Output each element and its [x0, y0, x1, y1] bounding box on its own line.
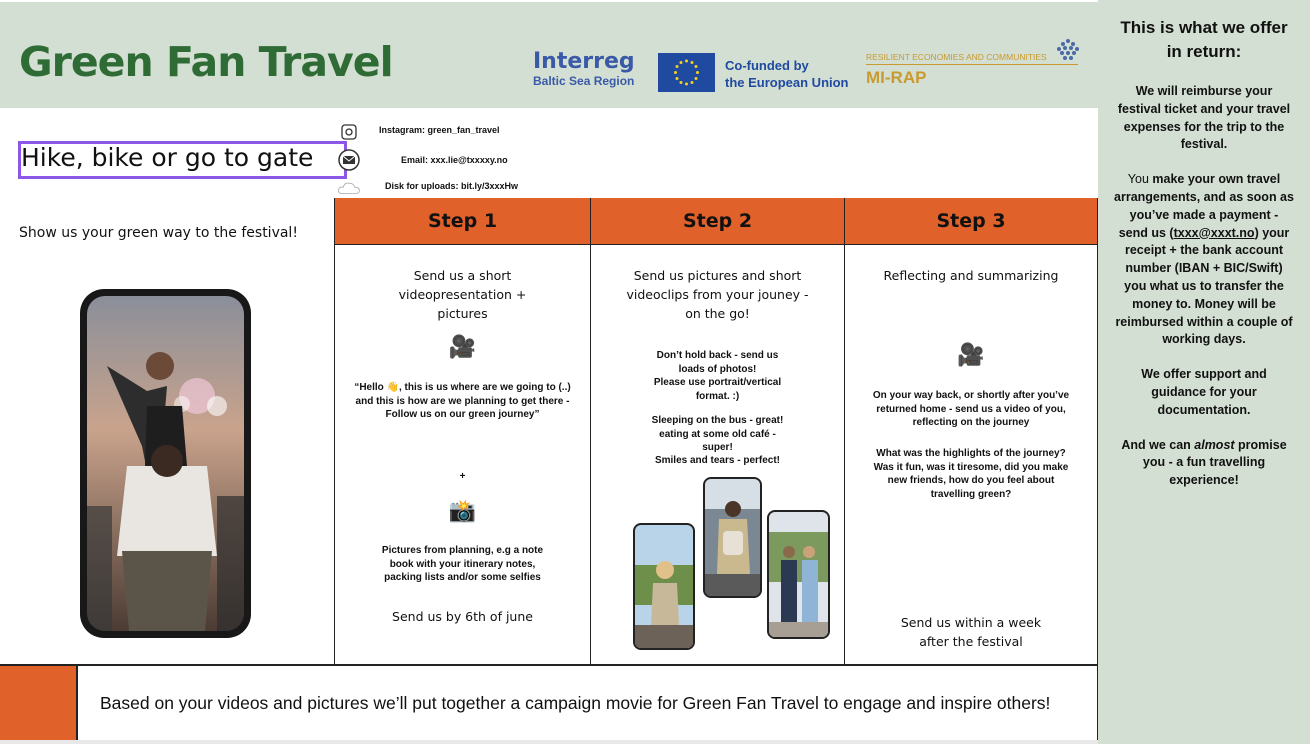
sidebar-p2-a: make your own travel arrangements, and as soon as you’ve made a payment - send us ( [1114, 172, 1294, 240]
footer-text: Based on your videos and pictures we’ll put together a campaign movie for Green Fan Travel to engage and inspire others! [100, 693, 1051, 713]
mirap-name: MI-RAP [866, 68, 927, 87]
camera-flash-icon: 📸 [448, 498, 477, 523]
steps-table [334, 198, 1098, 665]
sidebar-paragraph-1: We will reimburse your festival ticket and your travel expenses for the trip to the festival. [1117, 84, 1291, 152]
sidebar-paragraph-3: We offer support and guidance for your documentation. [1141, 367, 1267, 417]
step-3-header: Step 3 [845, 198, 1097, 245]
video-camera-icon: 🎥 [957, 342, 985, 367]
eu-cofunded-label [725, 57, 849, 91]
step-1-plus: + [459, 471, 466, 482]
step-2-tip-3: Sleeping on the bus - great! eating at some old café - super! [651, 415, 784, 454]
step-1-header: Step 1 [335, 198, 590, 245]
step-1-quote: “Hello 👋, this is us where are we going to (..) and this is how are we planning to get there - Follow us on our green journey” [354, 382, 571, 421]
section-title: Hike, bike or go to gate [21, 143, 314, 172]
clip-photo-3 [767, 510, 830, 639]
step-2-tip-4: Smiles and tears - perfect! [654, 455, 781, 466]
sidebar-email-link[interactable]: txxx@xxxt.no [1173, 225, 1255, 240]
email-address: Email: xxx.lie@txxxxy.no [401, 155, 508, 165]
eu-cofunded-line1: Co-funded by [725, 58, 809, 73]
sidebar-p4-a: And we can [1121, 437, 1195, 452]
header-banner [0, 2, 1098, 108]
instagram-handle: Instagram: green_fan_travel [379, 125, 500, 135]
mirap-divider [866, 64, 1078, 65]
step-1-intro: Send us a short videopresentation + pictures [398, 268, 527, 321]
step-2-intro: Send us pictures and short videoclips from your jouney - on the go! [626, 268, 809, 321]
footer-accent-block [0, 666, 76, 742]
sidebar-paragraph-4 [1114, 437, 1294, 490]
step-2-tip-1: Don’t hold back - send us loads of photos! [656, 350, 779, 375]
step-1-deadline: Send us by 6th of june [392, 609, 533, 624]
step-3-intro: Reflecting and summarizing [883, 268, 1059, 283]
step-2-tip-2: Please use portrait/vertical format. :) [653, 377, 782, 402]
interreg-logo-word: Interreg [533, 49, 635, 74]
section-subtitle: Show us your green way to the festival! [19, 225, 298, 241]
sidebar-p4-em: almost [1194, 437, 1235, 452]
bottom-strip [0, 740, 1098, 744]
step-3-ask-1: On your way back, or shortly after you’ve returned home - send us a video of you, reflecting on the journey [872, 390, 1070, 429]
festival-photo [87, 296, 244, 631]
step-3-column [844, 198, 1098, 665]
mirap-logo-icon [1055, 38, 1081, 62]
offer-sidebar [1098, 0, 1310, 744]
cloud-icon [337, 177, 361, 199]
email-icon [337, 149, 361, 171]
step-1-column [334, 198, 590, 665]
mirap-tagline: RESILIENT ECONOMIES AND COMMUNITIES [866, 52, 1047, 62]
page-title: Green Fan Travel [19, 38, 393, 86]
sidebar-p2-plain: You [1127, 172, 1153, 187]
sidebar-p4-b: promise you - a fun travelling experience! [1142, 437, 1287, 488]
interreg-logo-region: Baltic Sea Region [533, 74, 635, 88]
footer-row [0, 664, 1098, 742]
interreg-logo [533, 50, 643, 88]
instagram-icon [337, 121, 361, 143]
step-2-column [590, 198, 844, 665]
step-1-pictures-text: Pictures from planning, e.g a note book with your itinerary notes, packing lists and/or some selfies [381, 545, 544, 584]
clip-photo-1 [633, 523, 695, 650]
sidebar-title: This is what we offer in return: [1120, 18, 1288, 61]
step-3-deadline: Send us within a week after the festival [900, 615, 1042, 649]
phone-mockup [80, 289, 251, 638]
clip-photo-2 [703, 477, 762, 598]
upload-link[interactable]: Disk for uploads: bit.ly/3xxxHw [385, 181, 519, 191]
footer-box [76, 666, 1098, 742]
step-2-header: Step 2 [591, 198, 844, 245]
eu-cofunded-line2: the European Union [725, 75, 849, 90]
sidebar-p2-b: ) your receipt + the bank account number (IBAN + BIC/Swift) you what us to transfer the money to. Money will be reimbursed within a couple of working days. [1115, 225, 1293, 347]
step-3-ask-2: What was the highlights of the journey? Was it fun, was it tiresome, did you make new friends, how do you feel about travelling green? [873, 448, 1069, 500]
eu-flag-icon [658, 53, 715, 92]
sidebar-paragraph-2 [1114, 171, 1294, 349]
video-camera-icon: 🎥 [448, 334, 477, 359]
